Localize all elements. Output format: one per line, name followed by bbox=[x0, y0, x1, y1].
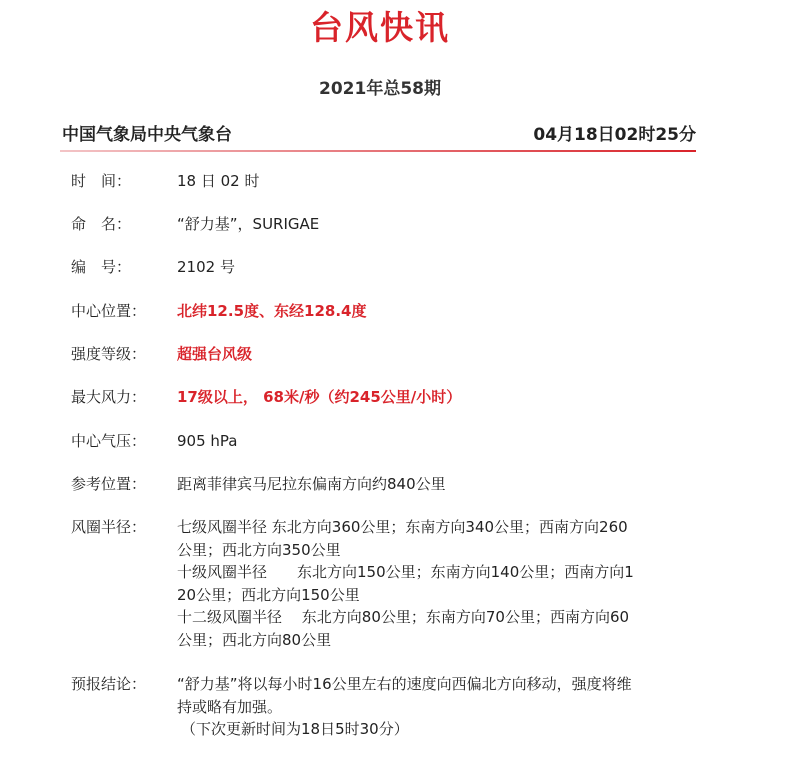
forecast-line: 持或略有加强。 bbox=[177, 697, 283, 716]
max-wind-value: 17级以上， 68米/秒（约245公里/小时） bbox=[177, 388, 462, 406]
max-wind-label: 最大风力： bbox=[71, 388, 147, 406]
number-value: 2102 号 bbox=[177, 258, 235, 276]
issue-number: 2021年总58期 bbox=[319, 79, 441, 99]
forecast-line: “舒力基”将以每小时16公里左右的速度向西偏北方向移动，强度将维 bbox=[177, 675, 632, 693]
wind-radius-line: 公里；西北方向80公里 bbox=[177, 630, 332, 649]
intensity-value: 超强台风级 bbox=[177, 345, 253, 363]
center-position-value: 北纬12.5度、东经128.4度 bbox=[177, 302, 367, 320]
forecast-value bbox=[177, 673, 697, 741]
name-label: 命 名： bbox=[71, 215, 132, 233]
reference-position-value: 距离菲律宾马尼拉东偏南方向约840公里 bbox=[177, 475, 446, 493]
center-position-label: 中心位置： bbox=[71, 302, 147, 320]
forecast-next-update: （下次更新时间为18日5时30分） bbox=[181, 720, 409, 738]
wind-radius-line: 七级风圈半径 东北方向360公里；东南方向340公里；西南方向260 bbox=[177, 518, 628, 536]
time-label: 时 间： bbox=[71, 172, 132, 190]
number-label: 编 号： bbox=[71, 258, 132, 276]
wind-radius-line: 十级风圈半径 东北方向150公里；东南方向140公里；西南方向1 bbox=[177, 563, 634, 581]
wind-radius-line: 公里；西北方向350公里 bbox=[177, 540, 341, 559]
wind-radius-label: 风圈半径： bbox=[71, 518, 147, 536]
agency-name: 中国气象局中央气象台 bbox=[62, 125, 232, 145]
reference-position-label: 参考位置： bbox=[71, 475, 147, 493]
center-pressure-label: 中心气压： bbox=[71, 432, 147, 450]
time-value: 18 日 02 时 bbox=[177, 172, 260, 190]
header-divider bbox=[60, 150, 696, 152]
page-title: 台风快讯 bbox=[310, 8, 450, 47]
name-value: “舒力基”，SURIGAE bbox=[177, 215, 320, 233]
forecast-label: 预报结论： bbox=[71, 675, 147, 693]
center-pressure-value: 905 hPa bbox=[177, 432, 238, 450]
intensity-label: 强度等级： bbox=[71, 345, 147, 363]
wind-radius-line: 十二级风圈半径 东北方向80公里；东南方向70公里；西南方向60 bbox=[177, 608, 630, 626]
issued-time: 04月18日02时25分 bbox=[533, 125, 696, 145]
wind-radius-line: 20公里；西北方向150公里 bbox=[177, 585, 360, 604]
wind-radius-value bbox=[177, 516, 697, 651]
